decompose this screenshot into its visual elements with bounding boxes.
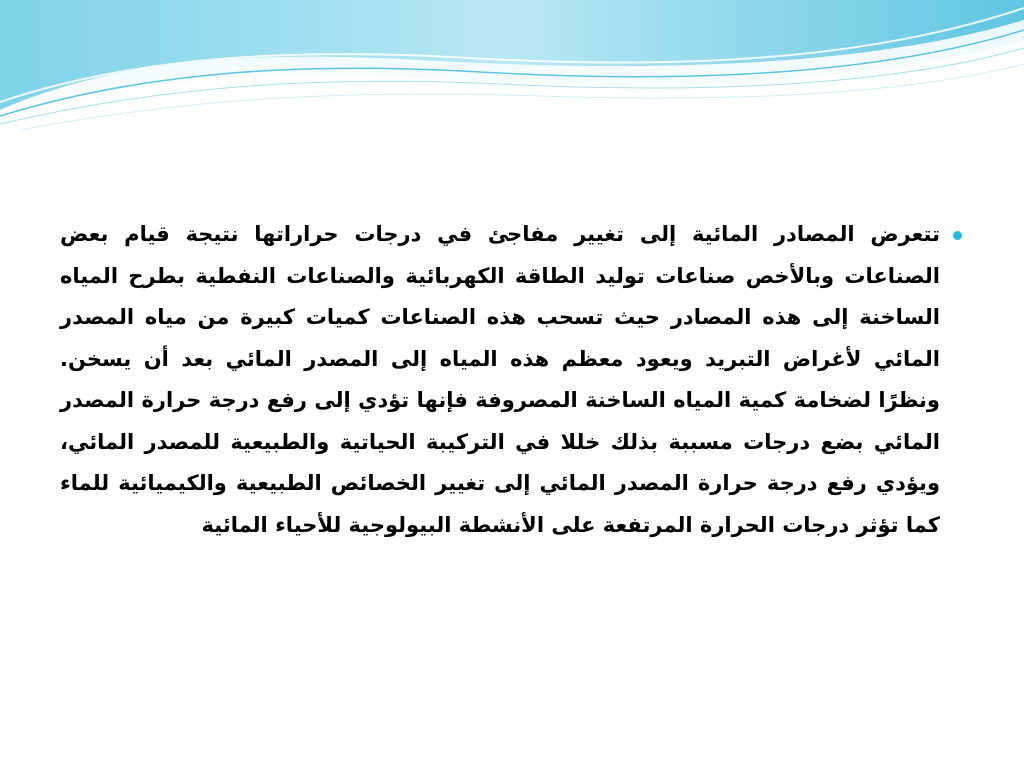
bullet-icon	[953, 231, 962, 240]
bullet-paragraph	[60, 214, 940, 546]
bullet-text: تتعرض المصادر المائية إلى تغيير مفاجئ في درجات حراراتها نتيجة قيام بعض الصناعات وبالأخص صناعات توليد الطاقة الكهربائية والصناعات النفطية بطرح المياه الساخنة إلى هذه المصادر حيث تسحب هذه الصناعات كميات كبيرة من مياه المصدر المائي لأغراض التبريد ويعود معظم هذه المياه إلى المصدر المائي بعد أن يسخن. ونظرًا لضخامة كمية المياه الساخنة المصروفة فإنها تؤدي إلى رفع درجة حرارة المصدر المائي بضع درجات مسببة بذلك خللا في التركيبة الحياتية والطبيعية للمصدر المائي، ويؤدي رفع درجة حرارة المصدر المائي إلى تغيير الخصائص الطبيعية والكيميائية للماء كما تؤثر درجات الحرارة المرتفعة على الأنشطة البيولوجية للأحياء المائية	[60, 222, 940, 537]
decorative-wave-header	[0, 0, 1024, 130]
slide-body	[60, 214, 940, 546]
